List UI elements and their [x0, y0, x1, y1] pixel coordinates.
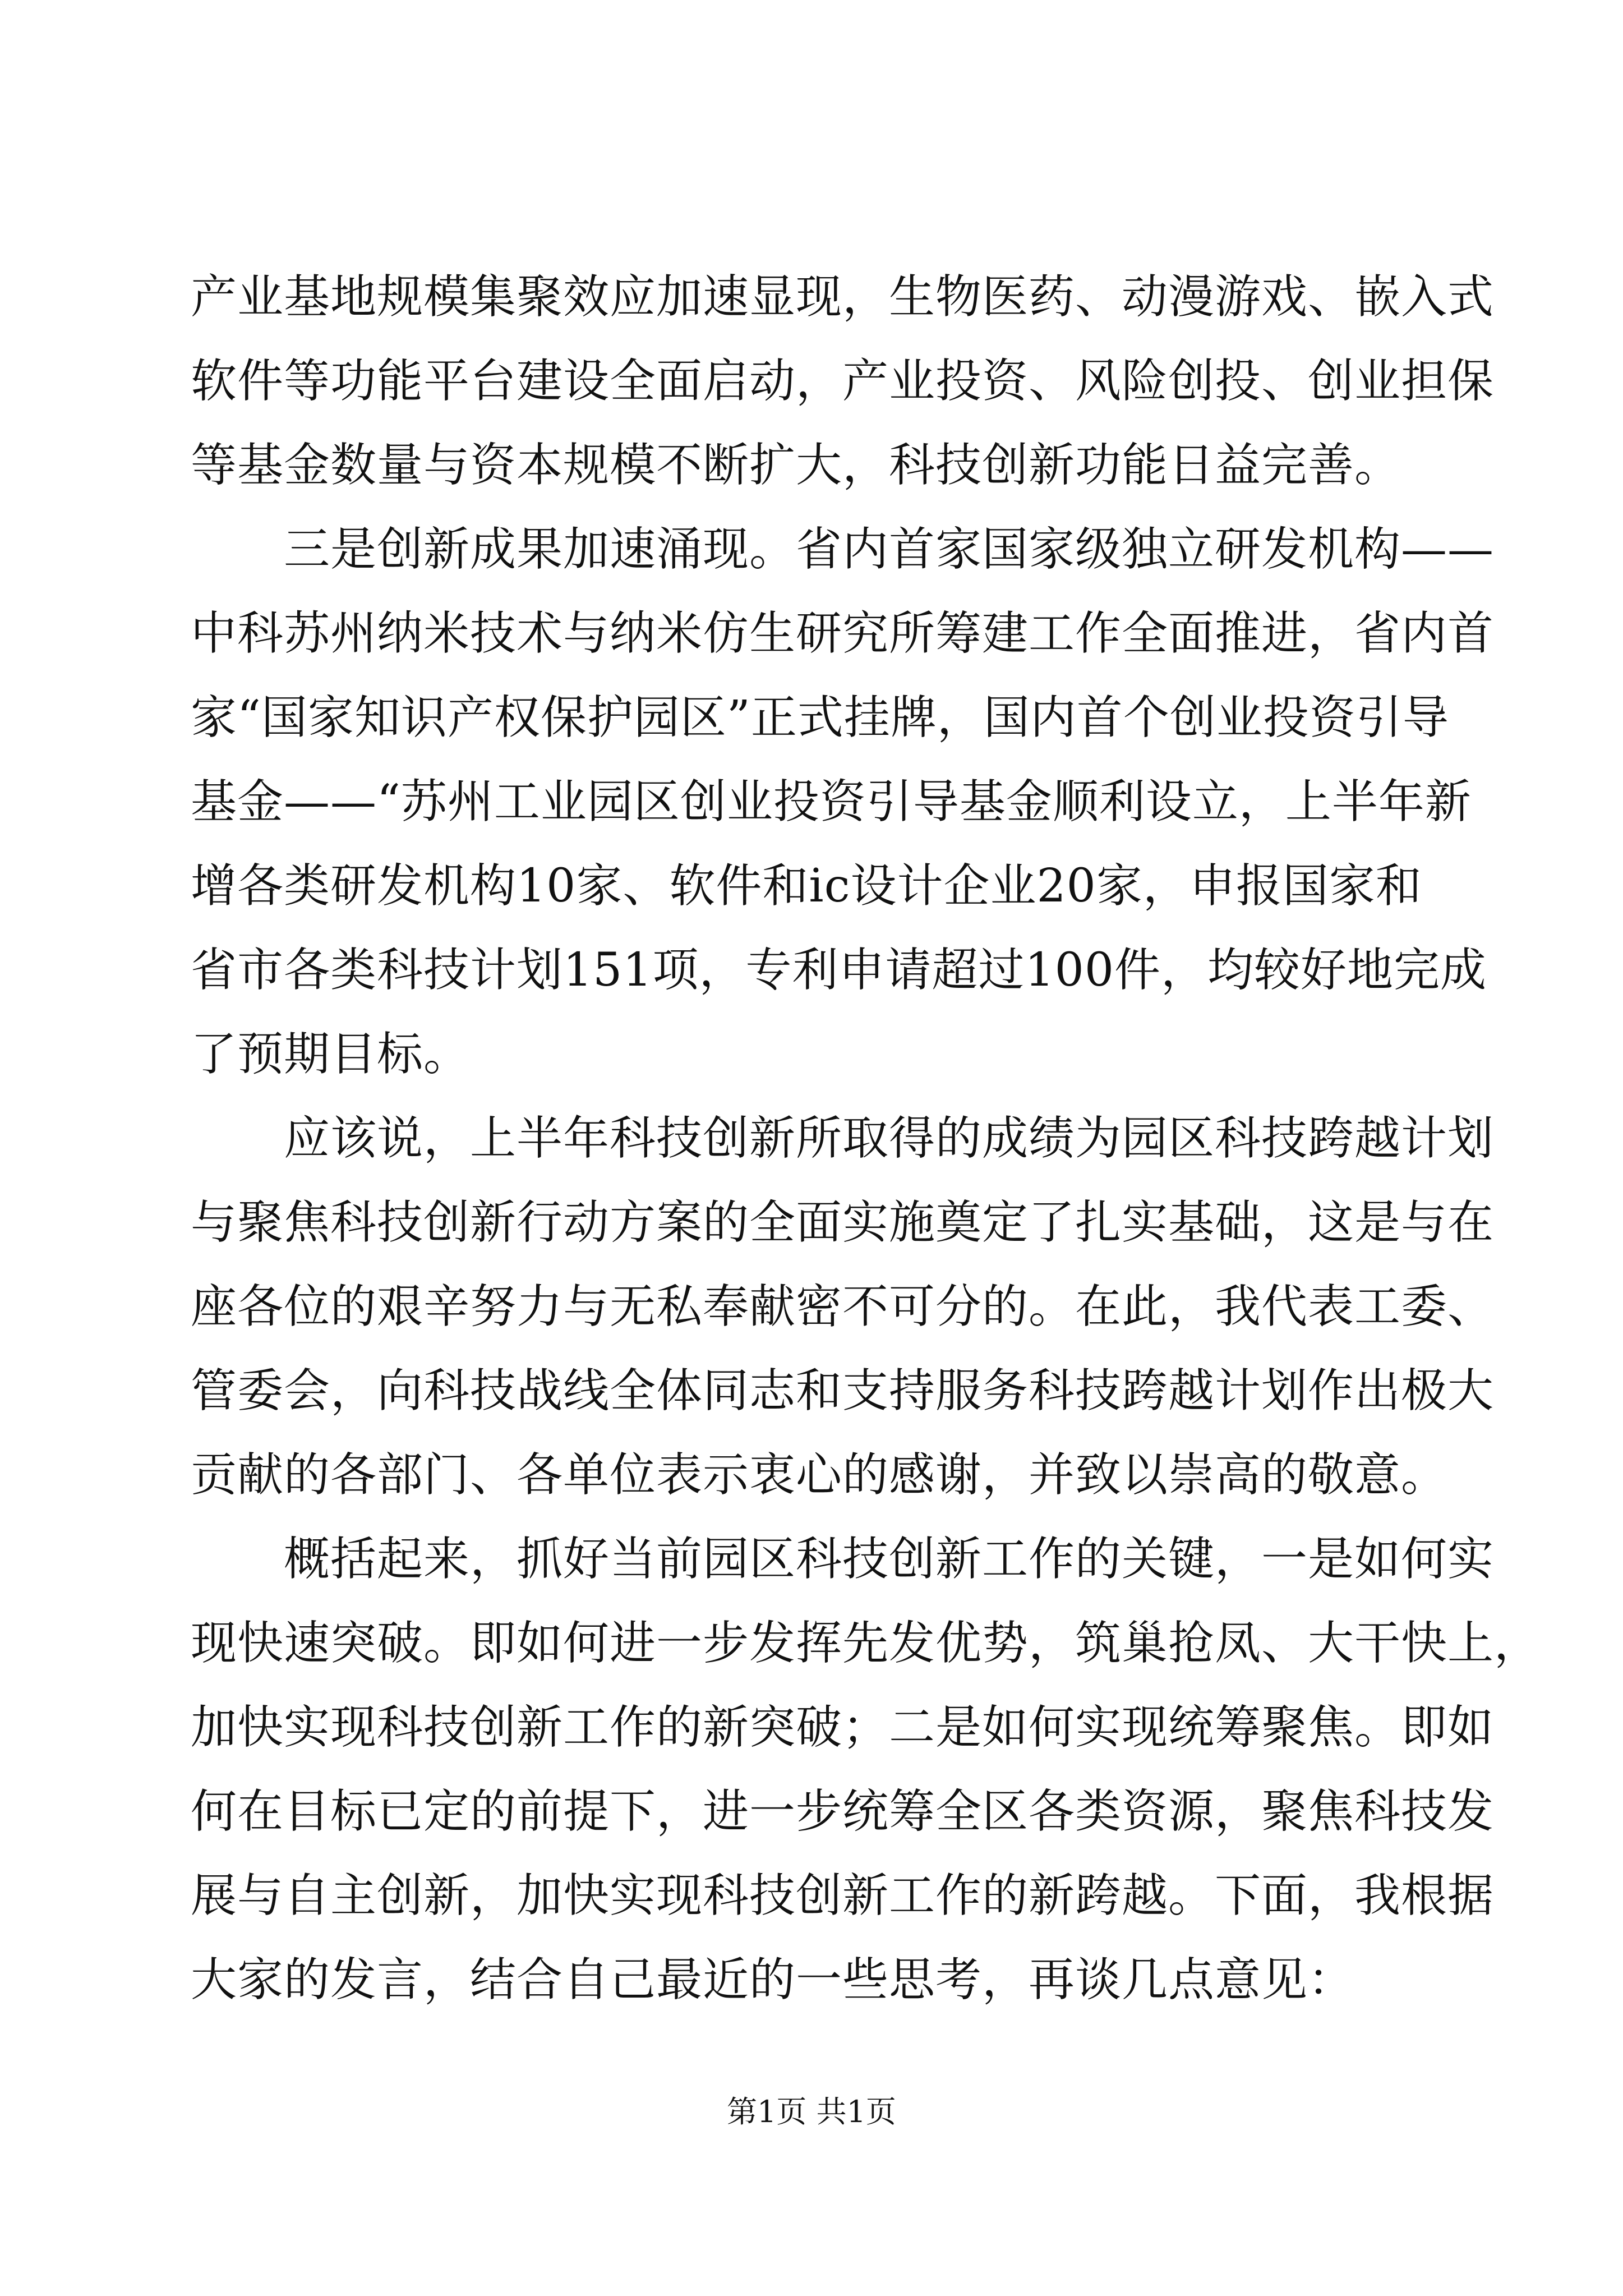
text-line: 概括起来，抓好当前园区科技创新工作的关键，一是如何实: [191, 1533, 1495, 1586]
text-line: 展与自主创新，加快实现科技创新工作的新跨越。下面，我根据: [191, 1869, 1495, 1922]
text-line: 三是创新成果加速涌现。省内首家国家级独立研发机构——: [191, 523, 1495, 576]
text-line: 应该说，上半年科技创新所取得的成绩为园区科技跨越计划: [191, 1112, 1495, 1165]
page-footer: 第1页 共1页: [727, 2094, 896, 2129]
document-body: [191, 255, 1541, 2022]
text-line: 家“国家知识产权保护园区”正式挂牌，国内首个创业投资引导: [191, 691, 1449, 744]
text-line: 座各位的艰辛努力与无私奉献密不可分的。在此，我代表工委、: [191, 1280, 1495, 1333]
text-line: 贡献的各部门、各单位表示衷心的感谢，并致以崇高的敬意。: [191, 1448, 1448, 1502]
text-line: 增各类研发机构10家、软件和ic设计企业20家，申报国家和: [191, 859, 1422, 913]
text-line: 软件等功能平台建设全面启动，产业投资、风险创投、创业担保: [191, 355, 1495, 408]
text-line: 与聚焦科技创新行动方案的全面实施奠定了扎实基础，这是与在: [191, 1196, 1495, 1249]
text-line: 何在目标已定的前提下，进一步统筹全区各类资源，聚焦科技发: [191, 1785, 1495, 1838]
text-line: 现快速突破。即如何进一步发挥先发优势，筑巢抢凤、大干快上，: [191, 1617, 1541, 1670]
text-line: 了预期目标。: [191, 1028, 471, 1081]
text-line: 等基金数量与资本规模不断扩大，科技创新功能日益完善。: [191, 439, 1401, 492]
text-line: 中科苏州纳米技术与纳米仿生研究所筹建工作全面推进，省内首: [191, 607, 1495, 660]
text-line: 省市各类科技计划151项，专利申请超过100件，均较好地完成: [191, 944, 1487, 997]
text-line: 产业基地规模集聚效应加速显现，生物医药、动漫游戏、嵌入式: [191, 270, 1495, 324]
text-line: 加快实现科技创新工作的新突破；二是如何实现统筹聚焦。即如: [191, 1701, 1495, 1754]
text-line: 大家的发言，结合自己最近的一些思考，再谈几点意见：: [191, 1953, 1355, 2007]
text-line: 管委会，向科技战线全体同志和支持服务科技跨越计划作出极大: [191, 1364, 1495, 1418]
text-line: 基金——“苏州工业园区创业投资引导基金顺利设立，上半年新: [191, 775, 1472, 829]
